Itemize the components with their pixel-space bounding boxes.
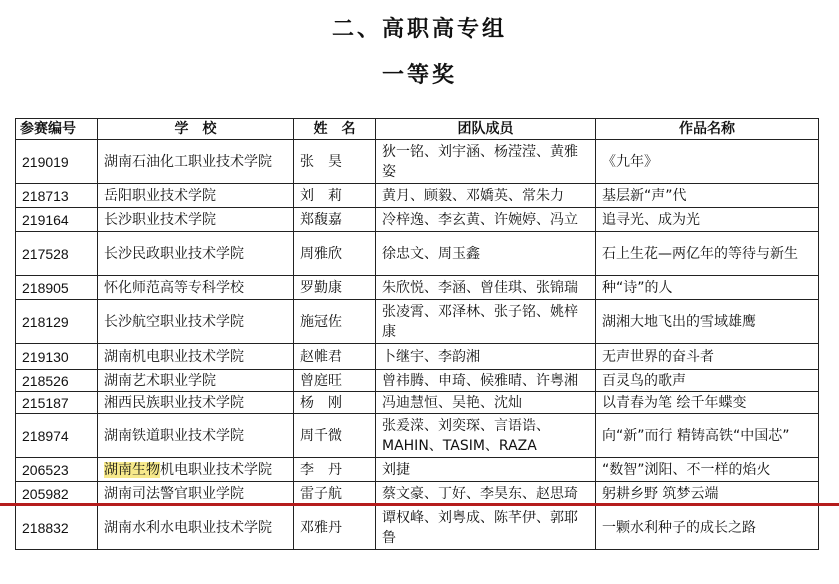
section-title: 二、高职高专组 <box>331 16 507 42</box>
leader-name: 施冠佐 <box>294 300 376 344</box>
leader-name: 邓雅丹 <box>294 506 376 550</box>
entry-id: 218832 <box>16 506 98 550</box>
school: 湘西民族职业技术学院 <box>98 392 294 414</box>
entry-id: 218974 <box>16 414 98 458</box>
leader-name: 张 昊 <box>294 140 376 184</box>
entry-id: 218129 <box>16 300 98 344</box>
header-work: 作品名称 <box>596 119 819 140</box>
school: 湖南水利水电职业技术学院 <box>98 506 294 550</box>
leader-name: 杨 刚 <box>294 392 376 414</box>
school <box>98 458 294 482</box>
header-id: 参赛编号 <box>16 119 98 140</box>
table-row <box>16 184 819 208</box>
team-members: 狄一铭、刘宇涵、杨滢滢、黄雅姿 <box>376 140 596 184</box>
entry-id: 218905 <box>16 276 98 300</box>
team-members: 黄月、顾毅、邓嬌英、常朱力 <box>376 184 596 208</box>
leader-name: 刘 莉 <box>294 184 376 208</box>
team-members: 冷梓逸、李玄黄、许婉婷、冯立 <box>376 208 596 232</box>
table-row <box>16 300 819 344</box>
team-members: 谭权峰、刘粤成、陈芊伊、郭耶鲁 <box>376 506 596 550</box>
table-row <box>16 208 819 232</box>
entry-id: 218526 <box>16 370 98 392</box>
work-title: 躬耕乡野 筑梦云端 <box>596 482 819 506</box>
school-rest: 机电职业技术学院 <box>160 461 272 478</box>
leader-name: 周雅欣 <box>294 232 376 276</box>
work-title: 向“新”而行 精铸高铁“中国芯” <box>596 414 819 458</box>
leader-name: 雷子航 <box>294 482 376 506</box>
work-title: 湖湘大地飞出的雪域雄鹰 <box>596 300 819 344</box>
work-title: 百灵鸟的歌声 <box>596 370 819 392</box>
school: 湖南艺术职业学院 <box>98 370 294 392</box>
table-row <box>16 482 819 506</box>
school: 湖南司法警官职业学院 <box>98 482 294 506</box>
work-title: 无声世界的奋斗者 <box>596 344 819 370</box>
award-title: 一等奖 <box>381 62 457 88</box>
table-row <box>16 458 819 482</box>
school: 长沙民政职业技术学院 <box>98 232 294 276</box>
work-title: 以青春为笔 绘千年蝶变 <box>596 392 819 414</box>
leader-name: 罗勤康 <box>294 276 376 300</box>
entry-id: 219130 <box>16 344 98 370</box>
team-members: 蔡文豪、丁好、李昊东、赵思琦 <box>376 482 596 506</box>
team-members: 曾祎腾、申琦、候雅晴、许粤湘 <box>376 370 596 392</box>
awards-table <box>15 118 819 550</box>
school: 长沙航空职业技术学院 <box>98 300 294 344</box>
leader-name: 周千微 <box>294 414 376 458</box>
school: 岳阳职业技术学院 <box>98 184 294 208</box>
work-title: 《九年》 <box>596 140 819 184</box>
school: 湖南机电职业技术学院 <box>98 344 294 370</box>
table-row <box>16 506 819 550</box>
entry-id: 219164 <box>16 208 98 232</box>
school: 湖南石油化工职业技术学院 <box>98 140 294 184</box>
leader-name: 赵帷君 <box>294 344 376 370</box>
work-title: 追寻光、成为光 <box>596 208 819 232</box>
header-name: 姓 名 <box>294 119 376 140</box>
leader-name: 曾庭旺 <box>294 370 376 392</box>
entry-id: 206523 <box>16 458 98 482</box>
entry-id: 215187 <box>16 392 98 414</box>
work-title: 种“诗”的人 <box>596 276 819 300</box>
team-members: 卜继宇、李韵湘 <box>376 344 596 370</box>
team-members: 张爰溁、刘奕琛、言语诰、MAHIN、TASIM、RAZA <box>376 414 596 458</box>
table-row <box>16 370 819 392</box>
table-row <box>16 232 819 276</box>
entry-id: 219019 <box>16 140 98 184</box>
table-row <box>16 414 819 458</box>
team-members: 徐忠文、周玉鑫 <box>376 232 596 276</box>
table-row <box>16 140 819 184</box>
entry-id: 217528 <box>16 232 98 276</box>
header-members: 团队成员 <box>376 119 596 140</box>
table-row <box>16 276 819 300</box>
red-annotation-line <box>0 503 839 506</box>
table-row <box>16 392 819 414</box>
entry-id: 218713 <box>16 184 98 208</box>
leader-name: 郑馥嘉 <box>294 208 376 232</box>
work-title: 基层新“声”代 <box>596 184 819 208</box>
header-school: 学 校 <box>98 119 294 140</box>
team-members: 刘捷 <box>376 458 596 482</box>
entry-id: 205982 <box>16 482 98 506</box>
work-title: “数智”浏阳、不一样的焰火 <box>596 458 819 482</box>
school: 怀化师范高等专科学校 <box>98 276 294 300</box>
team-members: 朱欣悦、李涵、曾佳琪、张锦瑞 <box>376 276 596 300</box>
leader-name: 李 丹 <box>294 458 376 482</box>
work-title: 一颗水利种子的成长之路 <box>596 506 819 550</box>
highlighted-text: 湖南生物 <box>104 461 160 478</box>
team-members: 冯迪慧恒、吴艳、沈灿 <box>376 392 596 414</box>
school: 长沙职业技术学院 <box>98 208 294 232</box>
school: 湖南铁道职业技术学院 <box>98 414 294 458</box>
table-header-row <box>16 119 819 140</box>
work-title: 石上生花—两亿年的等待与新生 <box>596 232 819 276</box>
team-members: 张凌霄、邓泽林、张子铭、姚梓康 <box>376 300 596 344</box>
table-row <box>16 344 819 370</box>
